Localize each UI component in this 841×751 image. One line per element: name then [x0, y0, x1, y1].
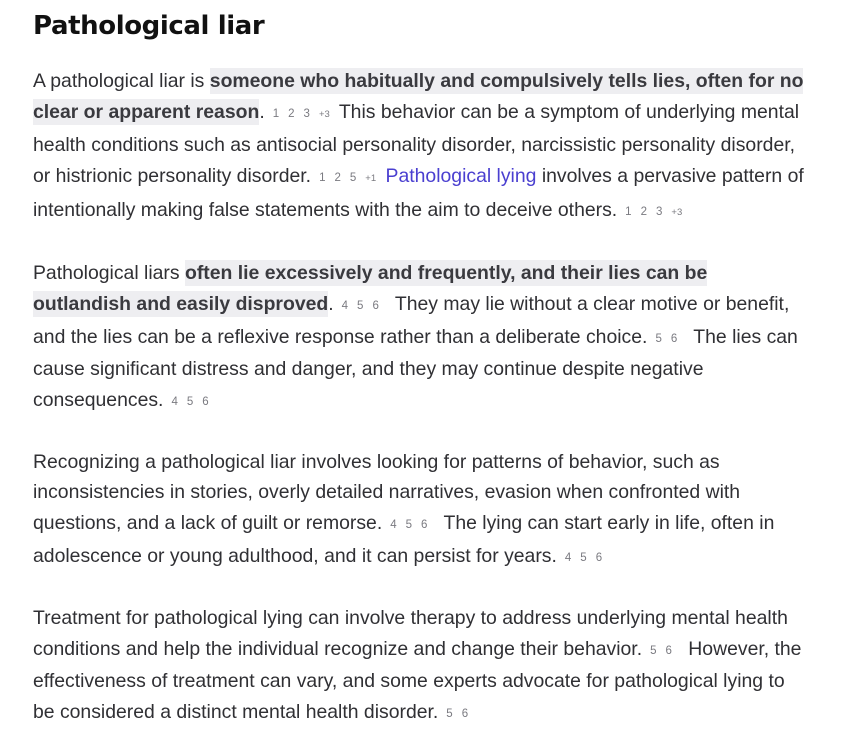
answer-text: Recognizing a pathological liar involves looking for patterns of behavior, such as inconsistencies in stories, overly detailed narratives, evasion when confronted with questions, and a lack of guilt or remorse.: [33, 451, 741, 534]
citation-badge[interactable]: 6: [421, 519, 428, 531]
citation-badge[interactable]: 5: [446, 708, 453, 720]
citation-badge[interactable]: 5: [349, 172, 357, 184]
citation-badge[interactable]: 4: [341, 300, 349, 312]
citation-badge[interactable]: 5: [655, 333, 662, 345]
answer-text: However, the effectiveness of treatment can vary, and some experts advocate for pathological lying to be considered a distinct mental health disorder.: [33, 638, 802, 723]
citation-more-badge[interactable]: +3: [318, 109, 330, 120]
citation-more-badge[interactable]: +1: [365, 173, 377, 184]
citation-more-badge[interactable]: +3: [671, 207, 683, 218]
answer-text: The lies can cause significant distress and danger, and they may continue despite negative consequences.: [33, 326, 798, 411]
highlighted-answer: someone who habitually and compulsively tells lies, often for no clear or apparent reason: [33, 70, 804, 123]
citation-badge[interactable]: 5: [357, 300, 364, 312]
citation-badge[interactable]: 6: [461, 708, 469, 720]
citation-badge[interactable]: 5: [405, 519, 413, 531]
citation-badge[interactable]: 5: [186, 396, 194, 408]
answer-text: They may lie without a clear motive or benefit, and the lies can be a reflexive response rather than a deliberate choice.: [33, 293, 790, 348]
citation-group: [650, 633, 681, 666]
citation-badge[interactable]: 5: [650, 645, 657, 657]
answer-text: The lying can start early in life, often in adolescence or young adulthood, and it can persist for years.: [33, 512, 775, 567]
citation-group: [565, 540, 611, 573]
citation-badge[interactable]: 1: [319, 172, 326, 184]
answer-text: involves a pervasive pattern of intentionally making false statements with the aim to deceive others.: [33, 165, 804, 221]
citation-group: [655, 321, 686, 354]
answer-text: .: [328, 293, 334, 315]
citation-badge[interactable]: 4: [564, 552, 572, 564]
answer-text: .: [259, 101, 265, 123]
citation-badge[interactable]: 6: [670, 333, 678, 345]
highlighted-answer: often lie excessively and frequently, and their lies can be outlandish and easily disproved: [33, 262, 708, 315]
citation-group: [390, 507, 436, 540]
citation-badge[interactable]: 2: [288, 108, 295, 120]
answer-text: Treatment for pathological lying can involve therapy to address underlying mental health conditions and help the individual recognize and change their behavior.: [33, 607, 788, 660]
answer-body: [33, 66, 808, 729]
answer-text: Pathological liars: [33, 262, 185, 284]
citation-badge[interactable]: 6: [665, 645, 672, 657]
answer-paragraph: [33, 258, 808, 417]
answer-paragraph: [33, 447, 808, 573]
citation-badge[interactable]: 3: [303, 108, 310, 120]
answer-paragraph: [33, 66, 808, 228]
page-title: Pathological liar: [33, 11, 265, 41]
citation-group: [319, 160, 378, 194]
citation-badge[interactable]: 3: [655, 206, 663, 218]
topic-link[interactable]: Pathological lying: [385, 165, 537, 187]
citation-group: [273, 96, 332, 130]
citation-badge[interactable]: 2: [334, 172, 341, 184]
answer-text: This behavior can be a symptom of underlying mental health conditions such as antisocial personality disorder, narcissistic personality disorder, or histrionic personality disorder.: [33, 101, 800, 187]
citation-badge[interactable]: 4: [171, 396, 178, 408]
citation-group: [171, 384, 217, 417]
answer-paragraph: [33, 603, 808, 729]
citation-badge[interactable]: 1: [272, 108, 280, 120]
citation-badge[interactable]: 5: [580, 552, 587, 564]
citation-badge[interactable]: 6: [372, 300, 379, 312]
citation-group: [342, 288, 388, 321]
answer-text: A pathological liar is: [33, 70, 210, 92]
citation-group: [446, 696, 477, 729]
citation-badge[interactable]: 4: [390, 519, 397, 531]
citation-badge[interactable]: 6: [202, 396, 209, 408]
citation-badge[interactable]: 6: [595, 552, 603, 564]
citation-badge[interactable]: 1: [625, 206, 632, 218]
citation-group: [625, 194, 684, 228]
citation-badge[interactable]: 2: [640, 206, 647, 218]
